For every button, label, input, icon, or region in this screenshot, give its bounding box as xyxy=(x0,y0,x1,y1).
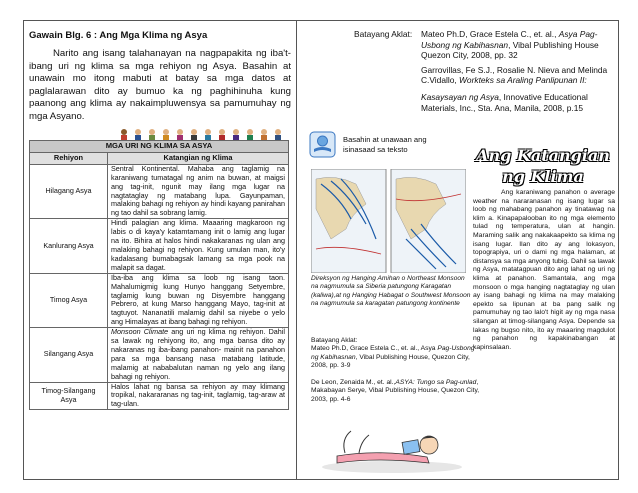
reference-text: Mateo Ph.D, Grace Estela C., et. al., Asya xyxy=(311,345,438,353)
region-name: Hilagang Asya xyxy=(30,164,108,218)
climate-table xyxy=(29,140,289,410)
header-region: Rehiyon xyxy=(30,152,108,164)
reference-rest: , Vibal Publishing House, Quezon City, 2008, pp. 3-9 xyxy=(311,353,470,370)
reading-instruction: Basahin at unawaan ang isinasaad sa teksto xyxy=(343,135,427,154)
globe-book-icon xyxy=(309,131,336,158)
region-name: Timog Asya xyxy=(30,273,108,327)
reference-text: Mateo Ph.D, Grace Estela C., et. al., xyxy=(421,29,559,39)
reading-girl-image xyxy=(317,401,467,475)
table-row xyxy=(30,219,289,273)
reference-item xyxy=(421,92,612,113)
reference-title: Asya Pag-Usbong ng Kabihasnan xyxy=(421,29,598,50)
climate-desc-text: ang uri ng klima ng rehiyon. Dahil sa lawak ng rehiyong ito, ang mga bansa dito ay nakaranas ng iba-ibang panahon- mainit na panahon para sa mga bansang nasa matabang latitude, malamig at nababalutan naman ng yelo ang ilang bahagi ng rehiyon. xyxy=(111,327,285,381)
reference-item xyxy=(421,29,612,61)
climate-desc-italic: Monsoon Climate xyxy=(111,327,169,337)
activity-title: Gawain Blg. 6 : Ang Mga Klima ng Asya xyxy=(29,30,208,41)
reference-rest: , Innovative Educational Materials, Inc., Sta. Ana, Manila, 2008, p.15 xyxy=(421,91,588,113)
climate-desc: Iba-iba ang klima sa loob ng isang taon. Mahalumigmig kung Hunyo hanggang Setyembre, taglamig kung buwan ng Disyembre hanggang Pebrero, at kung Marso hanggang Mayo, tag-init at tagtuyot. Nananatili malamig dahil sa niyebe o yelo ang Himalayas at ibang bahagi ng rehiyon. xyxy=(108,273,289,327)
climate-desc: Hindi palagian ang klima. Maaaring magkaroon ng labis o di kaya'y katamtamang init o lamig ang lugar na ito. Bihira at halos hindi nakakaranas ng ulan ang malaking bahagi ng rehiyon. Kung umulan man, ito'y kadalasang bumabagsak lamang sa mga pook na malapit sa dagat. xyxy=(108,219,289,273)
right-column xyxy=(297,21,618,479)
table-row xyxy=(30,382,289,410)
monsoon-map-image xyxy=(311,169,466,273)
reference-item xyxy=(421,65,612,86)
reference-list xyxy=(354,29,612,117)
table-caption: MGA URI NG KLIMA SA ASYA xyxy=(30,141,289,153)
reference-label: Batayang Aklat: xyxy=(354,29,413,39)
table-row xyxy=(30,164,289,218)
region-name: Timog-Silangang Asya xyxy=(30,382,108,410)
reference-label: Batayang Aklat: xyxy=(311,337,358,344)
reference-item xyxy=(311,337,481,371)
table-row xyxy=(30,328,289,382)
climate-desc: Halos lahat ng bansa sa rehiyon ay may klimang tropikal, nakararanas ng tag-init, taglamig, tag-araw at tag-ulan. xyxy=(108,382,289,410)
climate-explanation: Ang karaniwang panahon o average weather na nararanasan ng isang lugar sa loob ng mahabang panahon ay tinatawag na klim a. Kinapapalooban ito ng mga elemento tulad ng temperatura, ulan at hangin. Maraming salik ang nakakaapekto sa klima ng isang lugar. Ilan dito ay ang lokasyon, topograpiya, uri o dami ng mga halaman, at distansya sa mga anyong tubig. Dahil sa lawak ng Asya, matatagpuan dito ang lahat ng uri ng klima at panahon. Samantala, ang mga monsoon o mga hanging nagtataglay ng ulan ay isang bahagi ng klima na may malaking epekto sa lipunan at ba pang salik ng pamumuhay ng tao lalo't higit ay ng mga nasa silangan at timog-silangang Asya. Depende sa lakas ng bugso nito, ito ay maaaring magdulot ng panahon ng kapakinabangan at kapinsalaan. xyxy=(473,189,615,351)
header-climate: Katangian ng Klima xyxy=(108,152,289,164)
table-row xyxy=(30,273,289,327)
activity-intro: Narito ang isang talahanayan na nagpapakita ng iba't-ibang uri ng klima sa mga rehiyon ng Asya. Basahin at unawain mo itong mabuti at batay sa mga datos at paglalarawan dito ay bumuo ka ng paghihinuha kung paanong ang klima ay nakaimpluwensya sa pamumuhay ng mga Asyano. xyxy=(29,48,291,122)
reference-text: De Leon, Zenaida M., et. al., xyxy=(311,379,396,386)
region-name: Kanlurang Asya xyxy=(30,219,108,273)
reference-title: Workteks sa Araling Panlipunan II: xyxy=(459,75,587,86)
left-column xyxy=(24,21,297,479)
region-name: Silangang Asya xyxy=(30,328,108,382)
reference-text: Garrovillas, Fe S.J., Rosalie N. Nieva and Melinda C.Vidallo, xyxy=(421,64,608,86)
reference-title: ASYA: Tungo sa Pag-unlad xyxy=(395,379,477,386)
reference-rest: , Makabayan Serye, Vibal Publishing House, Quezon City, 2003, pp. 4-6 xyxy=(311,379,480,403)
climate-desc xyxy=(108,328,289,382)
map-caption: Direksyon ng Hanging Amihan o Northeast Monsoon na nagmumula sa Siberia patungong Karagatan (kaliwa),at ng Hanging Habagat o Southwest Monsoon na nagmumula sa karagatan patungong kontinente xyxy=(311,275,471,308)
reference-title: Pag-Usbong ng Kabihasnan xyxy=(311,345,475,361)
climate-desc: Sentral Kontinental. Mahaba ang taglamig na karaniwang tumatagal ng anim na buwan, at maigsi ang tag-init, ngunit may ilang mga lugar na nagtataglay ng matabang lupa. Gayunpaman, malaking bahagi ng rehiyon ay hindi kayang panirahan ng tao dahil sa sobrang lamig. xyxy=(108,164,289,218)
reference-rest: , Vibal Publishing House Quezon City, 2008, pp. 32 xyxy=(421,39,599,61)
worksheet-page xyxy=(23,20,619,480)
reference-title: Kasaysayan ng Asya xyxy=(421,91,499,102)
section-heading: Ang Katangian ng Klima xyxy=(476,146,610,186)
